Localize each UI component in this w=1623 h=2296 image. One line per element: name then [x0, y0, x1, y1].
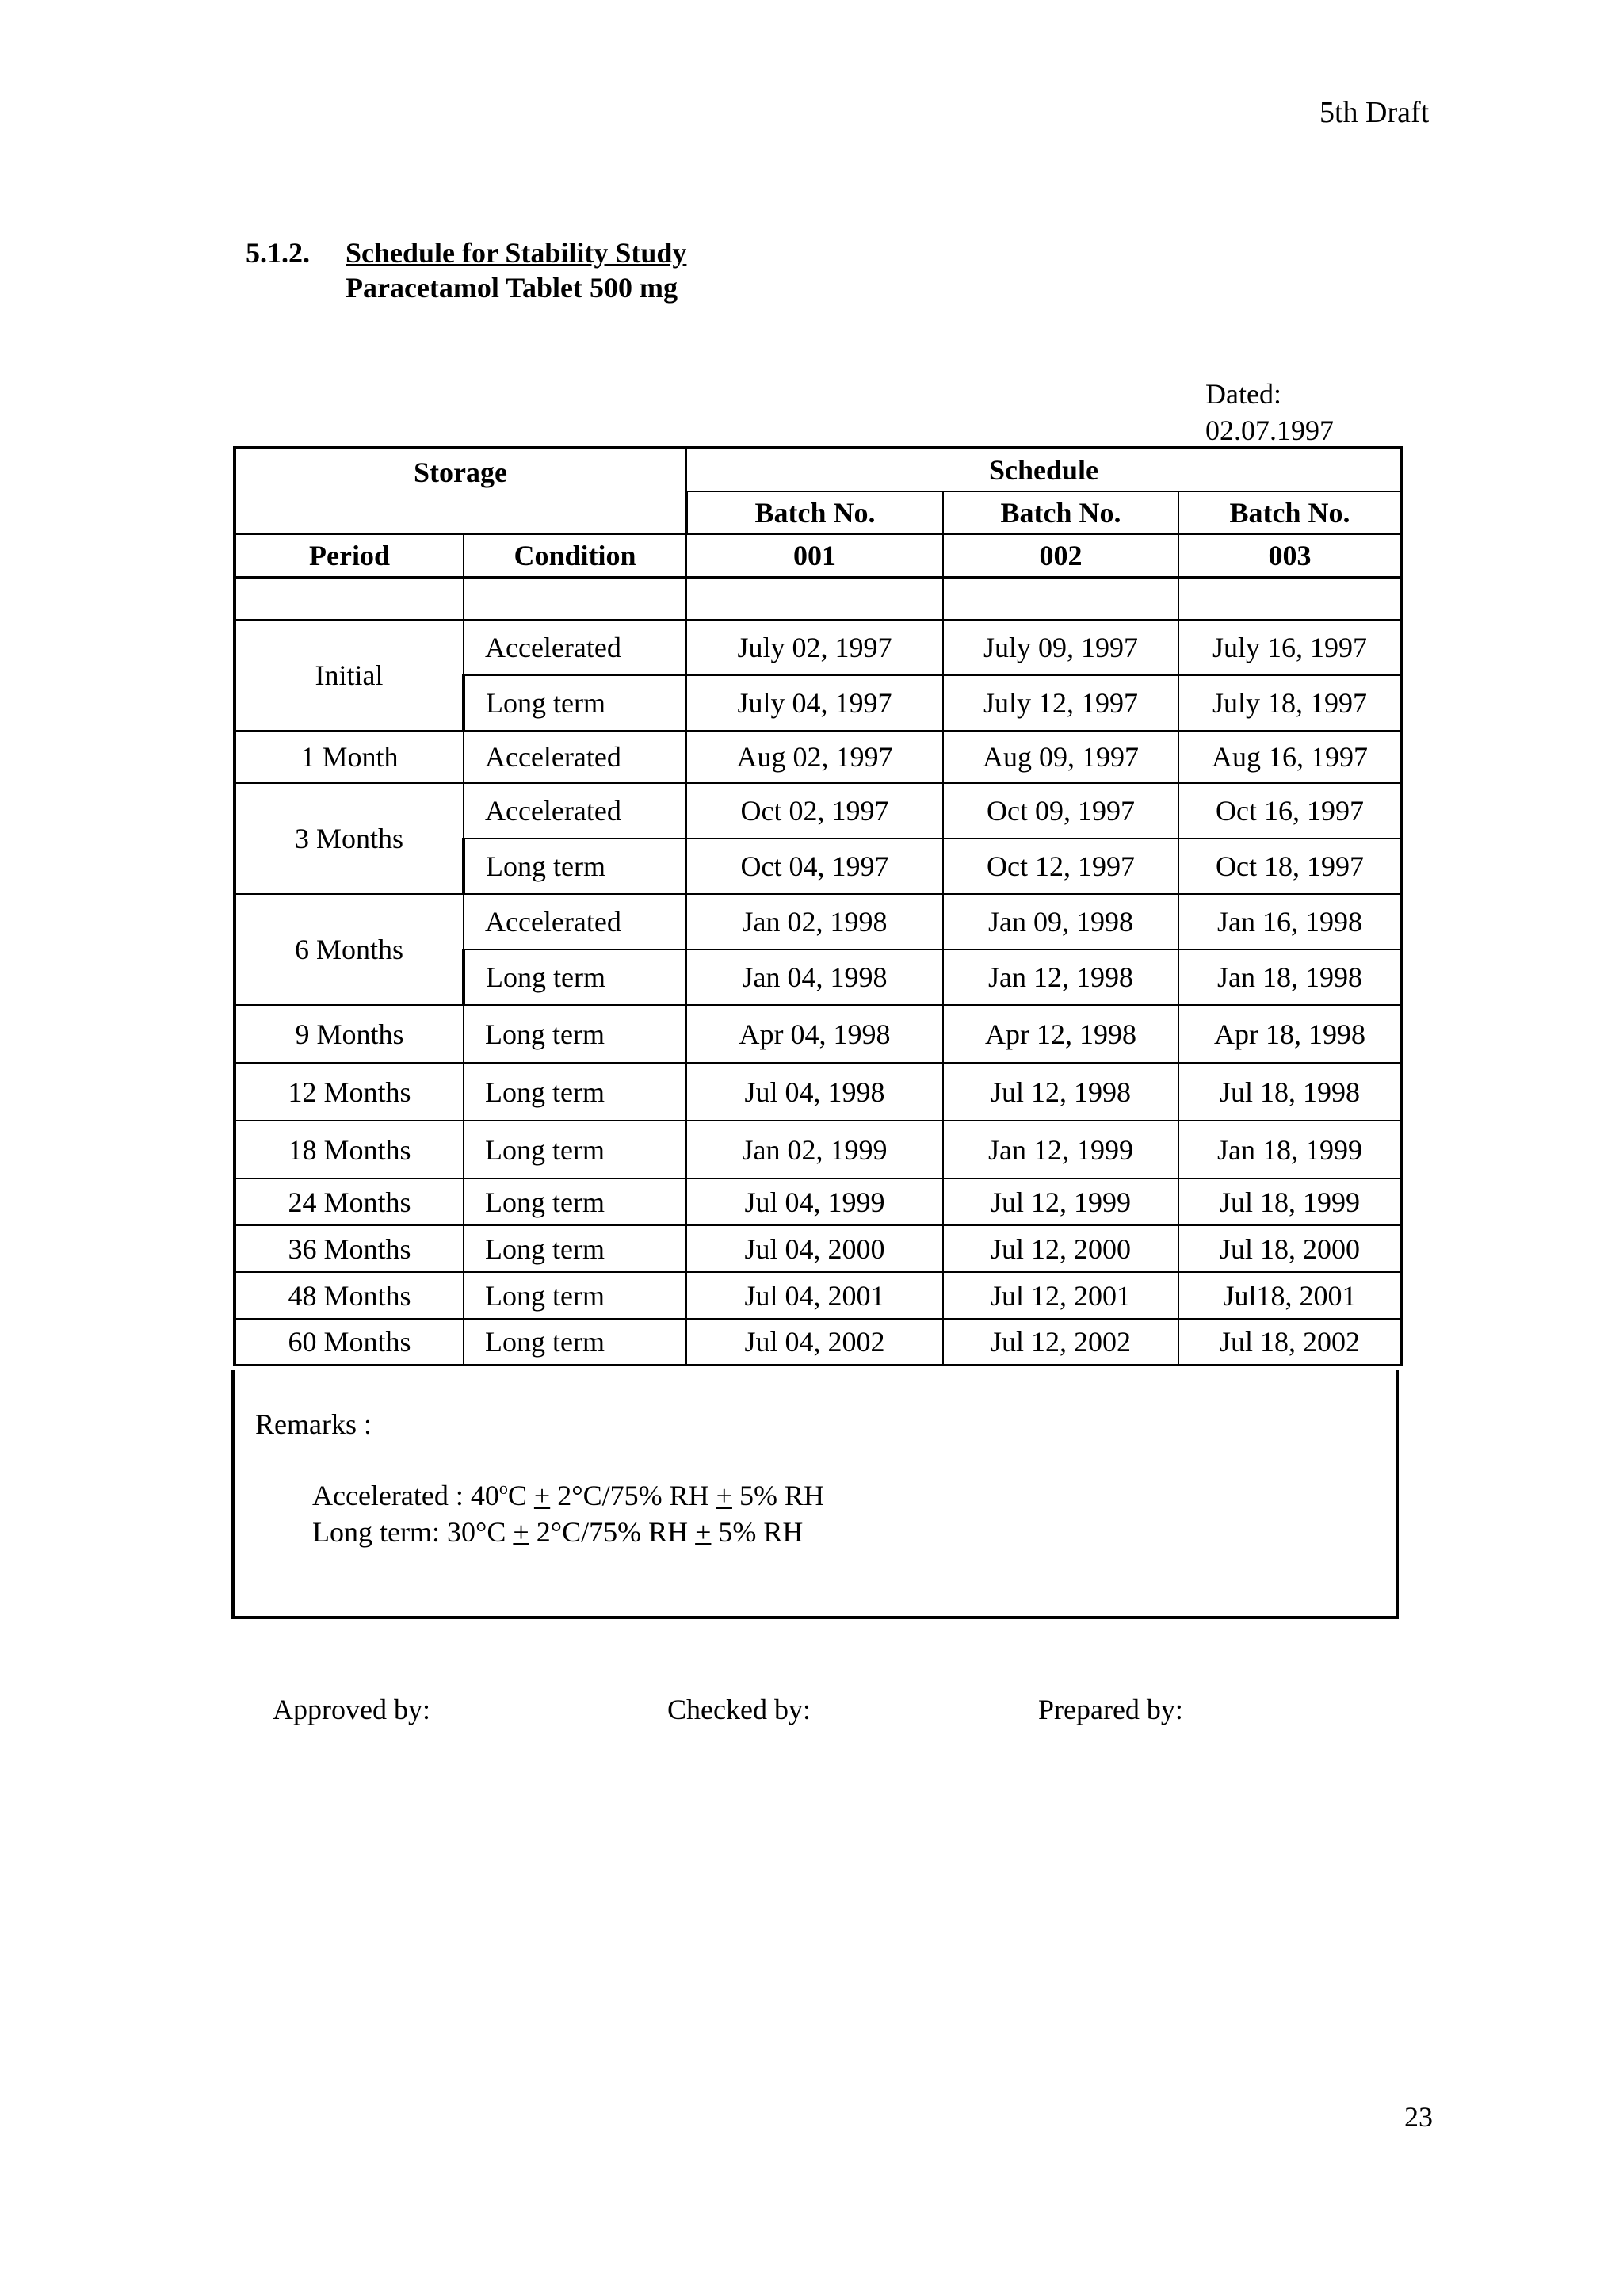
condition-cell: Long term [464, 1121, 686, 1179]
dated-label: Dated: [1205, 378, 1281, 410]
date-cell: Aug 16, 1997 [1178, 731, 1402, 783]
dated-block [1205, 376, 1334, 449]
date-cell: Aug 02, 1997 [686, 731, 943, 783]
date-cell: Jul 12, 1998 [943, 1063, 1178, 1121]
section-number: 5.1.2. [246, 237, 310, 269]
date-cell: Oct 09, 1997 [943, 783, 1178, 839]
section-subtitle: Paracetamol Tablet 500 mg [346, 272, 678, 304]
date-cell: July 02, 1997 [686, 620, 943, 675]
date-cell: Aug 09, 1997 [943, 731, 1178, 783]
date-cell: Jul 04, 2001 [686, 1272, 943, 1319]
period-cell: 18 Months [235, 1121, 464, 1179]
date-cell: Jan 02, 1998 [686, 894, 943, 949]
table-row [235, 1319, 1402, 1365]
blank-cell [464, 578, 686, 620]
date-cell: Jul 04, 2000 [686, 1225, 943, 1272]
section-title: Schedule for Stability Study [346, 237, 687, 269]
condition-cell: Long term [464, 1225, 686, 1272]
date-cell: Jan 09, 1998 [943, 894, 1178, 949]
date-cell: Jan 12, 1999 [943, 1121, 1178, 1179]
period-header: Period [235, 534, 464, 578]
remarks-accelerated: Accelerated : $40^oC + 2^\circ C/75\%$ RH + 5% RH [312, 1478, 824, 1511]
prepared-by-label: Prepared by: [1038, 1694, 1183, 1725]
date-cell: Oct 12, 1997 [943, 839, 1178, 894]
condition-cell: Long term [464, 1063, 686, 1121]
period-cell: 48 Months [235, 1272, 464, 1319]
schedule-header: Schedule [686, 448, 1402, 491]
condition-header: Condition [464, 534, 686, 578]
condition-cell: Long term [464, 1272, 686, 1319]
batch-number: 001 [686, 534, 943, 578]
condition-cell: Long term [464, 1179, 686, 1225]
table-row [235, 894, 1402, 949]
date-cell: July 18, 1997 [1178, 675, 1402, 731]
draft-label: 5th Draft [1319, 96, 1430, 129]
remarks-box [231, 1370, 1399, 1619]
date-cell: Oct 16, 1997 [1178, 783, 1402, 839]
blank-cell [1178, 578, 1402, 620]
blank-row [235, 578, 1402, 620]
remarks-label: Remarks : [255, 1408, 372, 1440]
table-row [235, 1272, 1402, 1319]
date-cell: Apr 18, 1998 [1178, 1005, 1402, 1063]
table-row [235, 1225, 1402, 1272]
blank-cell [686, 578, 943, 620]
approved-by-label: Approved by: [273, 1694, 430, 1725]
table-row [235, 620, 1402, 675]
date-cell: Jan 16, 1998 [1178, 894, 1402, 949]
condition-cell: Long term [464, 675, 686, 731]
batch-label: Batch No. [686, 491, 943, 534]
table-row [235, 1121, 1402, 1179]
date-cell: Jul18, 2001 [1178, 1272, 1402, 1319]
date-cell: Jul 12, 2001 [943, 1272, 1178, 1319]
period-cell: 3 Months [235, 783, 464, 894]
page-number: 23 [1404, 2101, 1433, 2133]
date-cell: Oct 02, 1997 [686, 783, 943, 839]
period-cell: 24 Months [235, 1179, 464, 1225]
period-cell: 6 Months [235, 894, 464, 1005]
table-row [235, 783, 1402, 839]
date-cell: Jul 12, 2002 [943, 1319, 1178, 1365]
date-cell: July 12, 1997 [943, 675, 1178, 731]
table-row [235, 1179, 1402, 1225]
date-cell: July 09, 1997 [943, 620, 1178, 675]
date-cell: Jul 12, 1999 [943, 1179, 1178, 1225]
date-cell: Jul 12, 2000 [943, 1225, 1178, 1272]
condition-cell: Long term [464, 949, 686, 1005]
date-cell: Jan 18, 1998 [1178, 949, 1402, 1005]
date-cell: Jul 04, 1998 [686, 1063, 943, 1121]
condition-cell: Long term [464, 1005, 686, 1063]
date-cell: Jan 12, 1998 [943, 949, 1178, 1005]
period-cell: 1 Month [235, 731, 464, 783]
batch-label: Batch No. [1178, 491, 1402, 534]
date-cell: Jan 18, 1999 [1178, 1121, 1402, 1179]
checked-by-label: Checked by: [667, 1694, 811, 1725]
date-cell: Jan 04, 1998 [686, 949, 943, 1005]
table-row [235, 1063, 1402, 1121]
condition-cell: Accelerated [464, 894, 686, 949]
batch-number: 003 [1178, 534, 1402, 578]
batch-number: 002 [943, 534, 1178, 578]
period-cell: 60 Months [235, 1319, 464, 1365]
period-cell: 36 Months [235, 1225, 464, 1272]
date-cell: Jul 04, 1999 [686, 1179, 943, 1225]
table-row [235, 1005, 1402, 1063]
dated-value: 02.07.1997 [1205, 415, 1334, 446]
blank-cell [235, 578, 464, 620]
date-cell: Oct 04, 1997 [686, 839, 943, 894]
remarks-long-term: Long term: 30°C + 2°C/75% RH + 5% RH [312, 1516, 804, 1548]
date-cell: July 16, 1997 [1178, 620, 1402, 675]
condition-cell: Accelerated [464, 783, 686, 839]
condition-cell: Long term [464, 839, 686, 894]
period-cell: Initial [235, 620, 464, 731]
date-cell: Jul 18, 2000 [1178, 1225, 1402, 1272]
batch-label: Batch No. [943, 491, 1178, 534]
period-cell: 9 Months [235, 1005, 464, 1063]
condition-cell: Long term [464, 1319, 686, 1365]
date-cell: Jul 18, 2002 [1178, 1319, 1402, 1365]
date-cell: Jul 18, 1998 [1178, 1063, 1402, 1121]
stability-schedule-table [233, 446, 1403, 1366]
period-cell: 12 Months [235, 1063, 464, 1121]
condition-cell: Accelerated [464, 620, 686, 675]
storage-header: Storage [235, 448, 686, 534]
date-cell: Jan 02, 1999 [686, 1121, 943, 1179]
date-cell: July 04, 1997 [686, 675, 943, 731]
date-cell: Apr 12, 1998 [943, 1005, 1178, 1063]
blank-cell [943, 578, 1178, 620]
date-cell: Jul 18, 1999 [1178, 1179, 1402, 1225]
date-cell: Oct 18, 1997 [1178, 839, 1402, 894]
date-cell: Jul 04, 2002 [686, 1319, 943, 1365]
condition-cell: Accelerated [464, 731, 686, 783]
date-cell: Apr 04, 1998 [686, 1005, 943, 1063]
table-row [235, 731, 1402, 783]
